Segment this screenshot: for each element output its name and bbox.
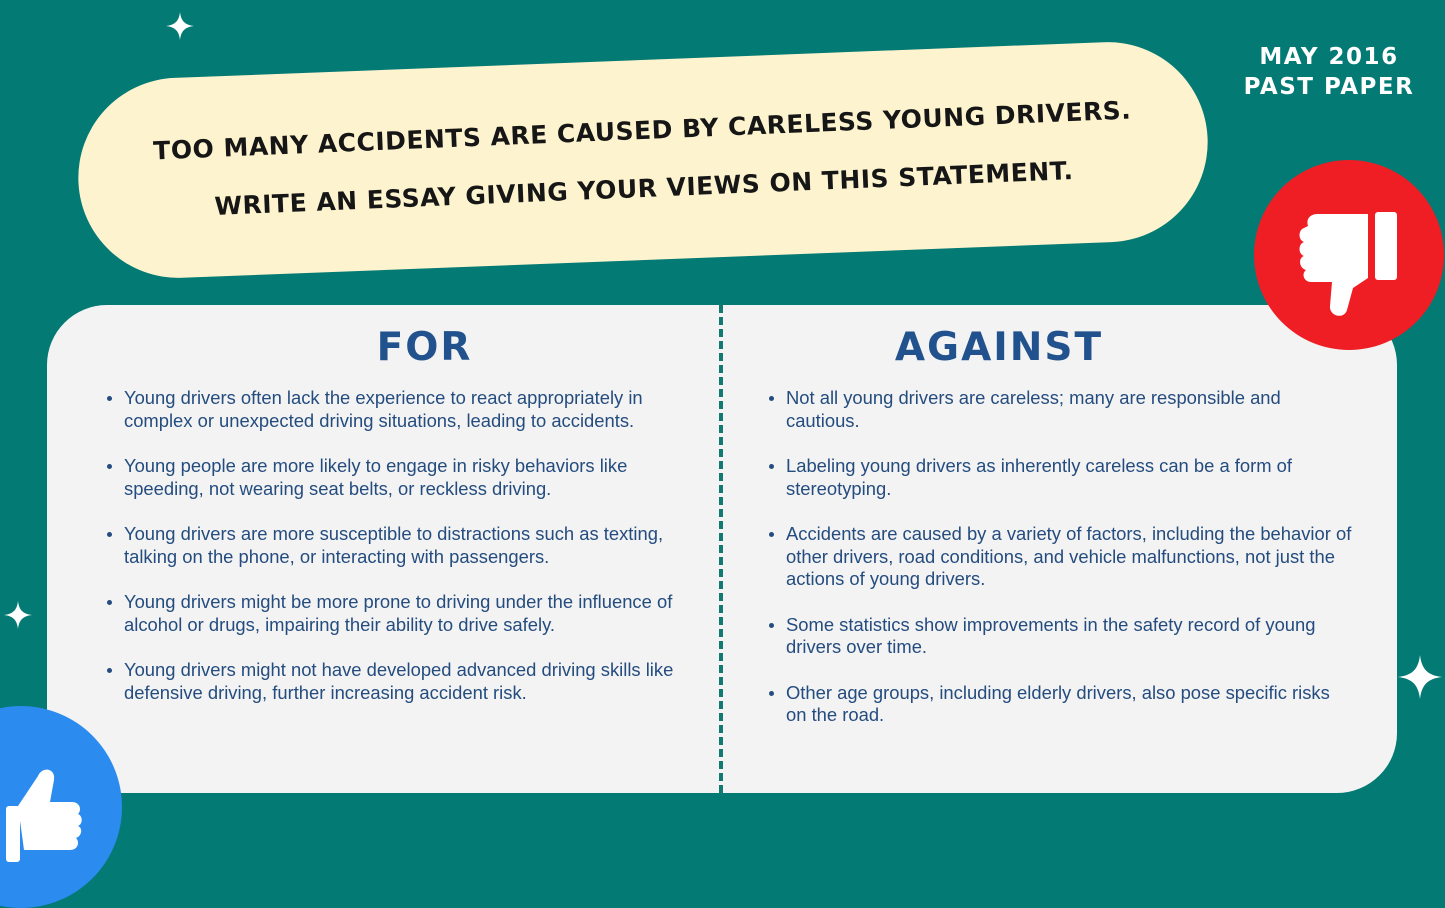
list-item: Young drivers might be more prone to driving under the influence of alcohol or drugs, impairing their ability to drive safely.	[102, 591, 687, 636]
list-item: Some statistics show improvements in the safety record of young drivers over time.	[764, 614, 1354, 659]
list-item: Not all young drivers are careless; many are responsible and cautious.	[764, 387, 1354, 432]
sparkle-icon	[1398, 655, 1442, 699]
past-paper-label	[1239, 42, 1419, 102]
for-heading: FOR	[376, 325, 473, 370]
against-points-list	[764, 387, 1354, 727]
list-item: Accidents are caused by a variety of factors, including the behavior of other drivers, road conditions, and vehicle malfunctions, not just the actions of young drivers.	[764, 523, 1354, 591]
thumbs-down-badge	[1254, 160, 1444, 350]
list-item: Young drivers are more susceptible to distractions such as texting, talking on the phone, or interacting with passengers.	[102, 523, 687, 568]
against-column	[764, 305, 1354, 750]
for-against-card	[47, 305, 1397, 793]
list-item: Young drivers might not have developed advanced driving skills like defensive driving, further increasing accident risk.	[102, 659, 687, 704]
for-points-list	[102, 387, 687, 704]
thumbs-up-badge	[0, 706, 122, 908]
sparkle-icon	[4, 601, 32, 629]
prompt-line-2: WRITE AN ESSAY GIVING YOUR VIEWS ON THIS STATEMENT.	[214, 155, 1075, 221]
thumbs-down-icon	[1254, 160, 1444, 350]
list-item: Young people are more likely to engage in risky behaviors like speeding, not wearing seat belts, or reckless driving.	[102, 455, 687, 500]
for-column	[102, 305, 687, 727]
column-divider	[719, 305, 723, 793]
prompt-line-1: TOO MANY ACCIDENTS ARE CAUSED BY CARELESS YOUNG DRIVERS.	[152, 95, 1132, 166]
past-paper-title: PAST PAPER	[1243, 74, 1415, 100]
list-item: Young drivers often lack the experience to react appropriately in complex or unexpected driving situations, leading to accidents.	[102, 387, 687, 432]
past-paper-date: MAY 2016	[1259, 44, 1399, 70]
list-item: Labeling young drivers as inherently careless can be a form of stereotyping.	[764, 455, 1354, 500]
list-item: Other age groups, including elderly drivers, also pose specific risks on the road.	[764, 682, 1354, 727]
sparkle-icon	[166, 12, 194, 40]
thumbs-up-icon	[0, 706, 122, 908]
against-heading: AGAINST	[894, 325, 1104, 370]
prompt-banner	[75, 38, 1212, 281]
